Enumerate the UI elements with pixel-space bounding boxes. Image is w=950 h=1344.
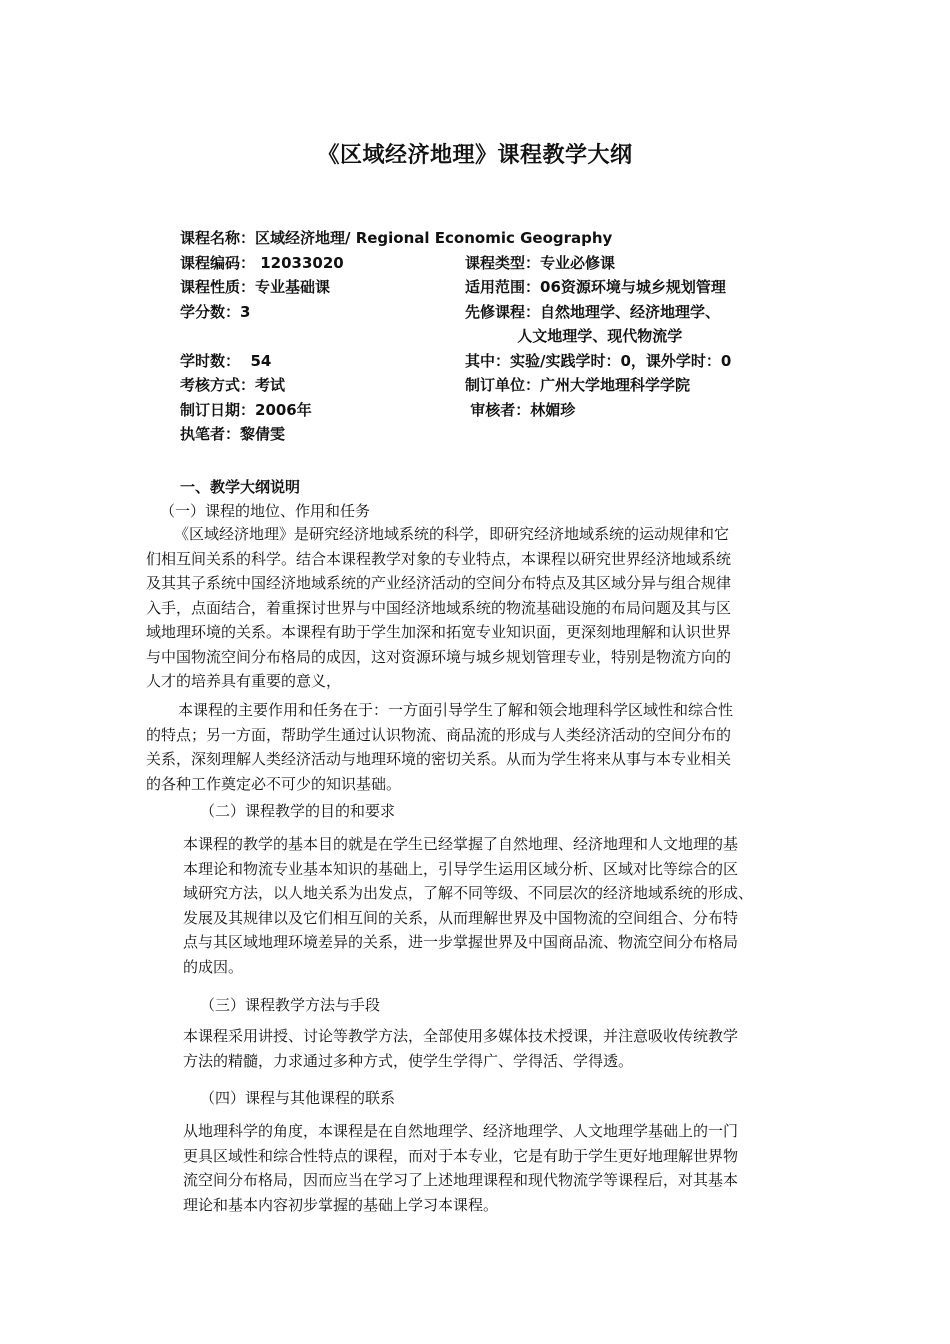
text-line: 从地理科学的角度，本课程是在自然地理学、经济地理学、人文地理学基础上的一门 bbox=[183, 1122, 739, 1140]
text-line: 的成因。 bbox=[183, 957, 244, 976]
applicable-scope: 适用范围：06资源环境与城乡规划管理 bbox=[465, 278, 726, 296]
paragraph bbox=[183, 832, 753, 979]
text-line: 域研究方法，以人地关系为出发点，了解不同等级、不同层次的经济地域系统的形成、 bbox=[183, 884, 754, 902]
subsection-heading: （二）课程教学的目的和要求 bbox=[200, 802, 396, 820]
text-line: 及其其子系统中国经济地域系统的产业经济活动的空间分布特点及其区域分异与组合规律 bbox=[146, 574, 732, 592]
text-line: 本课程的主要作用和任务在于：一方面引导学生了解和领会地理科学区域性和综合性 bbox=[178, 701, 734, 719]
assessment-method: 考核方式：考试 bbox=[180, 376, 286, 394]
subsection-heading: （四）课程与其他课程的联系 bbox=[200, 1089, 396, 1107]
text-line: 入手，点面结合，着重探讨世界与中国经济地域系统的物流基础设施的布局问题及其与区 bbox=[146, 598, 732, 617]
course-type: 课程类型：专业必修课 bbox=[465, 253, 616, 272]
practice-hours: 其中：实验/实践学时：0，课外学时：0 bbox=[465, 351, 732, 370]
credits: 学分数：3 bbox=[180, 302, 251, 321]
section-heading: 一、教学大纲说明 bbox=[180, 478, 301, 496]
text-line: 方法的精髓，力求通过多种方式，使学生学得广、学得活、学得透。 bbox=[183, 1051, 634, 1070]
text-line: 流空间分布格局，因而应当在学习了上述地理课程和现代物流学等课程后，对其基本 bbox=[183, 1171, 739, 1189]
course-name: 课程名称：区域经济地理/ Regional Economic Geography bbox=[180, 229, 613, 247]
text-line: 们相互间关系的科学。结合本课程教学对象的专业特点，本课程以研究世界经济地域系统 bbox=[146, 549, 732, 568]
text-line: 《区域经济地理》是研究经济地域系统的科学，即研究经济地域系统的运动规律和它 bbox=[174, 525, 730, 543]
text-line: 的特点；另一方面，帮助学生通过认识物流、商品流的形成与人类经济活动的空间分布的 bbox=[146, 725, 732, 744]
text-line: 本课程的教学的基本目的就是在学生已经掌握了自然地理、经济地理和人文地理的基 bbox=[183, 835, 739, 853]
text-line: 发展及其规律以及它们相互间的关系，从而理解世界及中国物流的空间组合、分布特 bbox=[183, 908, 739, 927]
text-line: 与中国物流空间分布格局的成因，这对资源环境与城乡规划管理专业，特别是物流方向的 bbox=[146, 647, 732, 666]
paragraph bbox=[146, 698, 733, 796]
text-line: 更具区域性和综合性特点的课程，而对于本专业，它是有助于学生更好地理解世界物 bbox=[183, 1146, 739, 1165]
course-nature: 课程性质：专业基础课 bbox=[180, 278, 331, 296]
subsection-heading: （一）课程的地位、作用和任务 bbox=[160, 502, 371, 520]
prerequisites-continued: 人文地理学、现代物流学 bbox=[465, 327, 683, 345]
text-line: 域地理环境的关系。本课程有助于学生加深和拓宽专业知识面，更深刻地理解和认识世界 bbox=[146, 623, 732, 641]
issue-date: 制订日期：2006年 bbox=[180, 400, 312, 419]
paragraph bbox=[183, 1119, 738, 1217]
paragraph bbox=[146, 522, 731, 694]
text-line: 本课程采用讲授、讨论等教学方法，全部使用多媒体技术授课，并注意吸收传统教学 bbox=[183, 1027, 739, 1045]
course-code: 课程编码： 12033020 bbox=[180, 253, 344, 272]
text-line: 理论和基本内容初步掌握的基础上学习本课程。 bbox=[183, 1195, 499, 1214]
prerequisites: 先修课程：自然地理学、经济地理学、 bbox=[465, 302, 721, 321]
author: 执笔者：黎倩雯 bbox=[180, 425, 286, 443]
class-hours: 学时数： 54 bbox=[180, 351, 272, 370]
paragraph bbox=[183, 1024, 738, 1073]
reviewer: 审核者：林媚珍 bbox=[465, 400, 576, 419]
text-line: 点与其区域地理环境差异的关系，进一步掌握世界及中国商品流、物流空间分布格局 bbox=[183, 933, 739, 951]
text-line: 本理论和物流专业基本知识的基础上，引导学生运用区域分析、区域对比等综合的区 bbox=[183, 859, 739, 878]
text-line: 的各种工作奠定必不可少的知识基础。 bbox=[146, 774, 402, 793]
text-line: 关系，深刻理解人类经济活动与地理环境的密切关系。从而为学生将来从事与本专业相关 bbox=[146, 750, 732, 768]
subsection-heading: （三）课程教学方法与手段 bbox=[200, 996, 381, 1014]
text-line: 人才的培养具有重要的意义， bbox=[146, 672, 342, 690]
issuing-unit: 制订单位：广州大学地理科学学院 bbox=[465, 376, 691, 394]
document-title: 《区域经济地理》课程教学大纲 bbox=[317, 143, 633, 168]
